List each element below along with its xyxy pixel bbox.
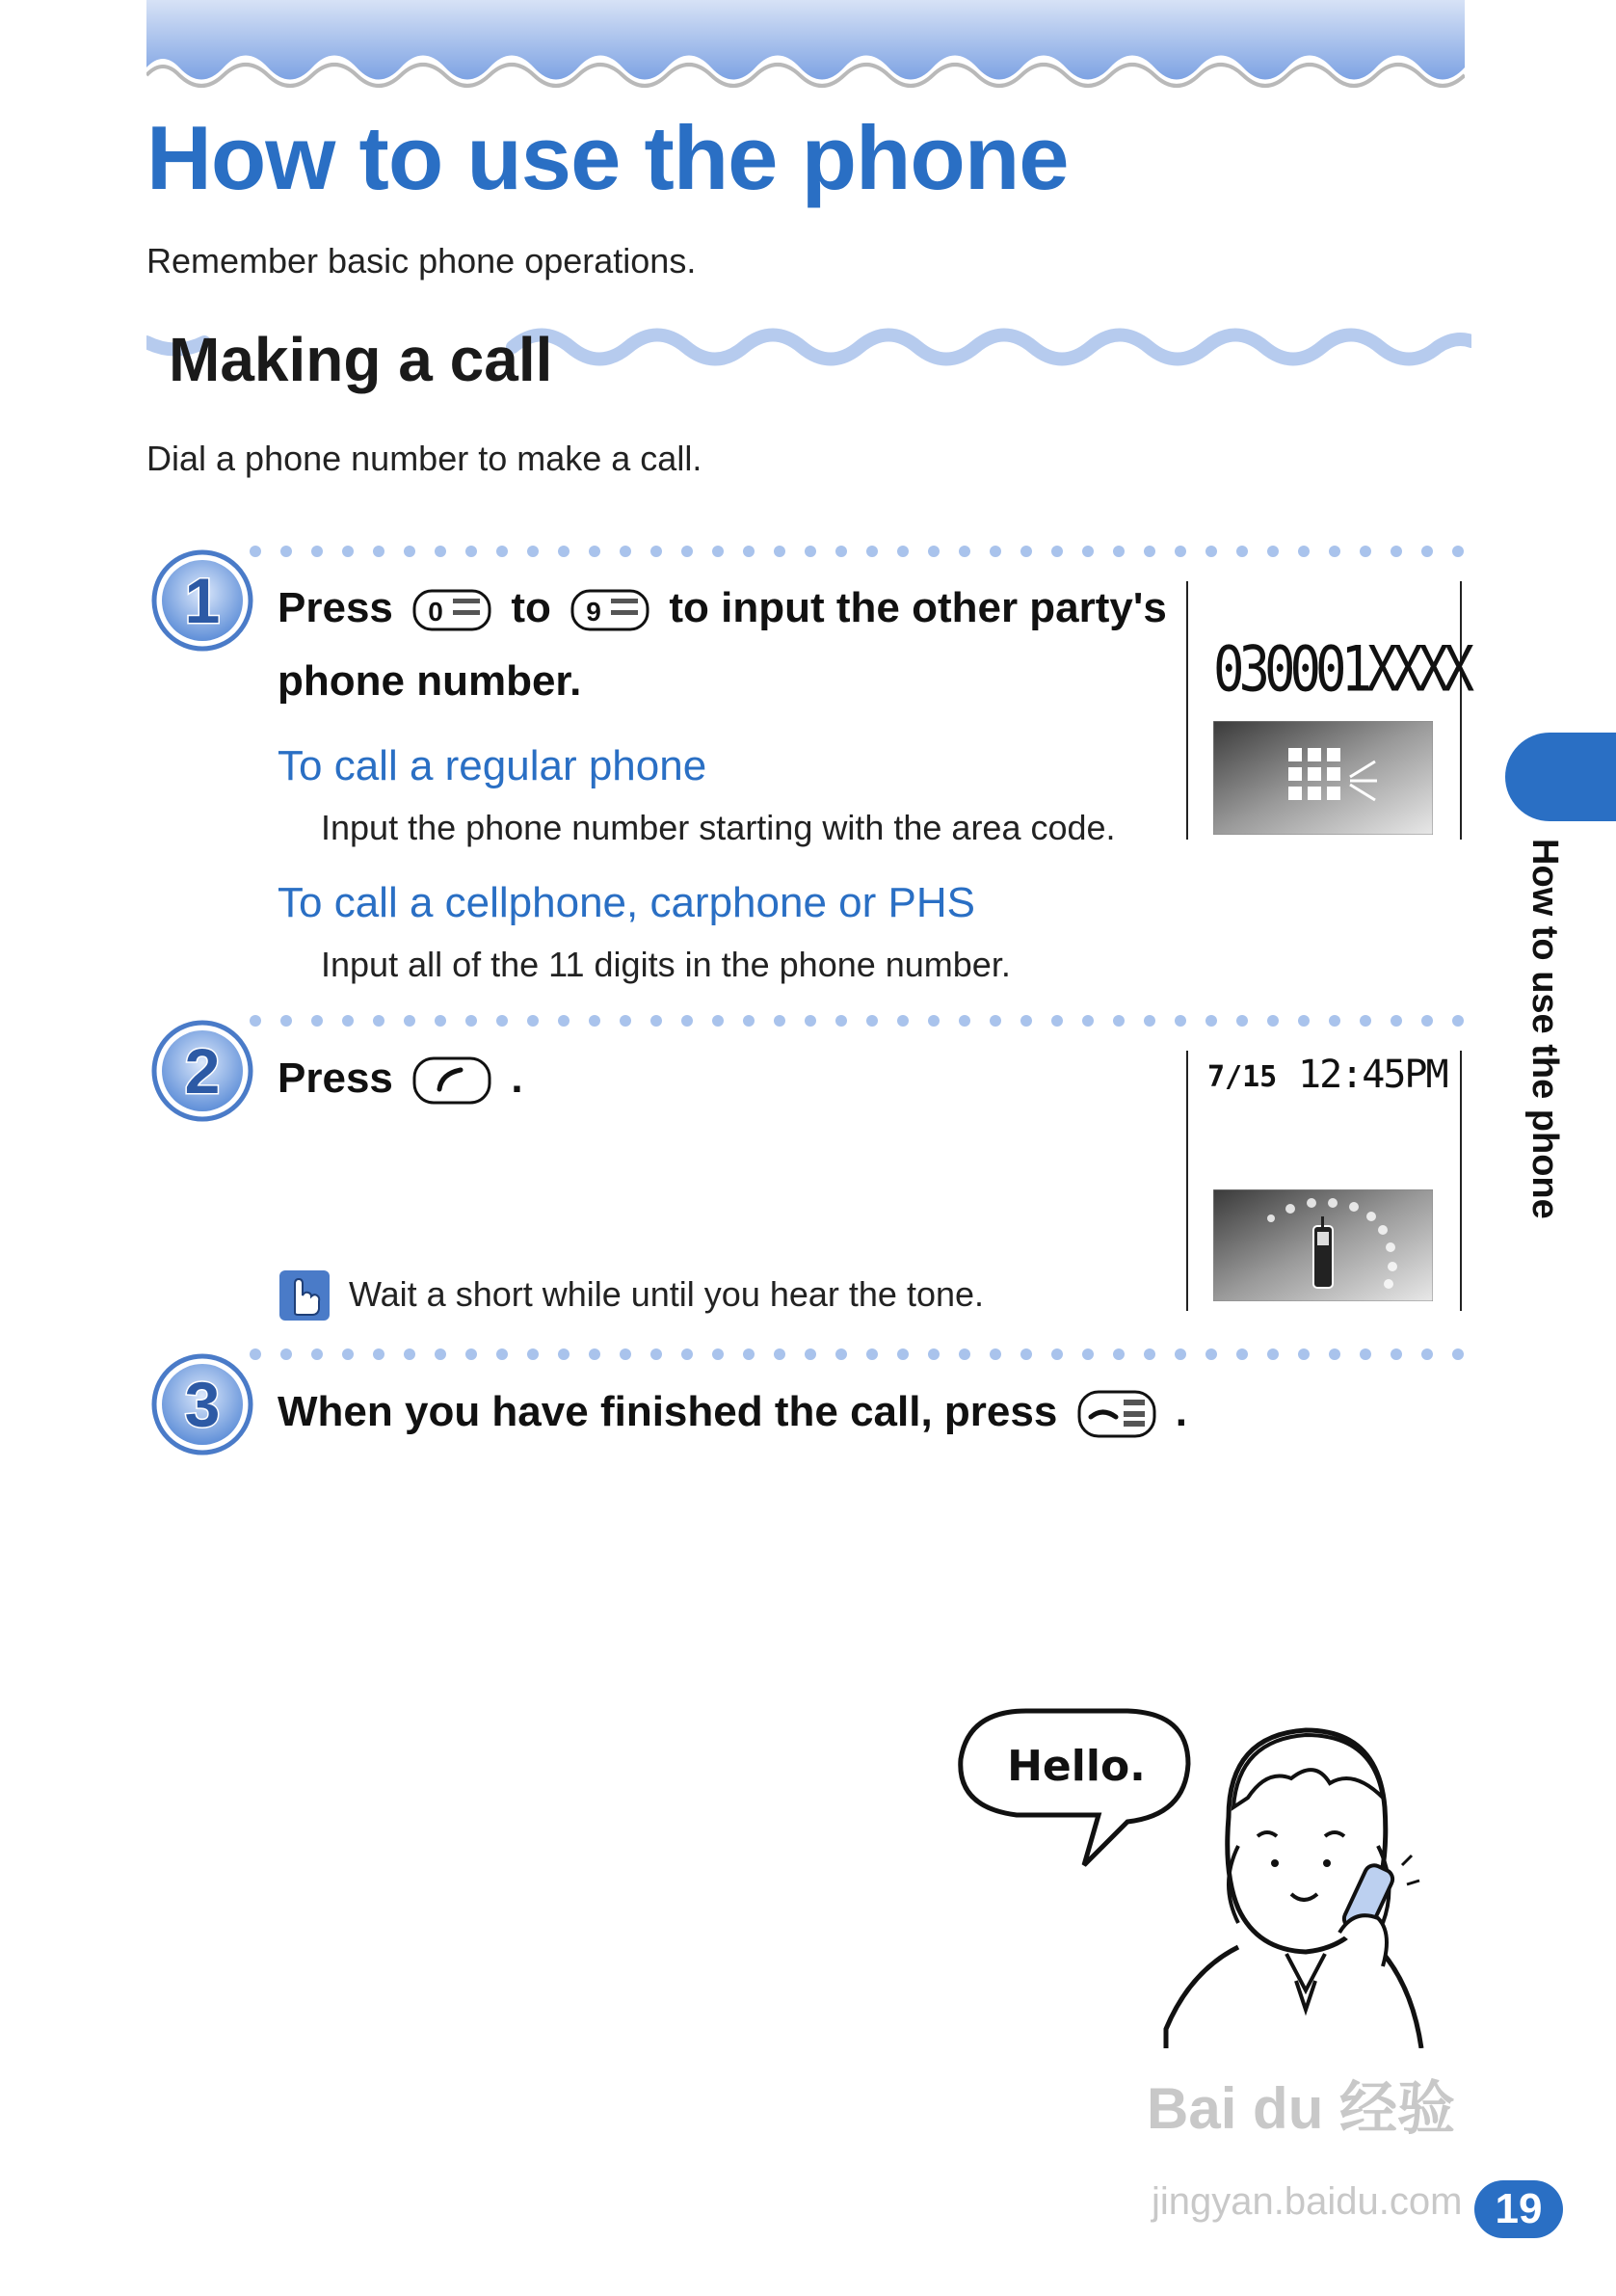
sub-desc-cellphone: Input all of the 11 digits in the phone number. <box>321 945 1011 984</box>
separator-dot <box>1298 546 1310 557</box>
separator-dot <box>805 1015 816 1027</box>
separator-dot <box>1267 1015 1279 1027</box>
separator-dot <box>805 546 816 557</box>
separator-dot <box>589 1015 600 1027</box>
separator-dot <box>1175 1348 1186 1360</box>
separator-dot <box>1421 1348 1433 1360</box>
separator-dot <box>1020 1015 1032 1027</box>
dotted-separator <box>249 545 1465 558</box>
separator-dot <box>1144 1348 1155 1360</box>
separator-dot <box>835 1015 847 1027</box>
separator-dot <box>1298 1348 1310 1360</box>
separator-dot <box>1082 1015 1094 1027</box>
separator-dot <box>866 546 878 557</box>
dotted-separator <box>249 1348 1465 1361</box>
step-3-period: . <box>1175 1388 1188 1435</box>
separator-dot <box>1360 1348 1371 1360</box>
separator-dot <box>1452 546 1464 557</box>
page-number: 19 <box>1474 2180 1563 2238</box>
separator-dot <box>959 546 970 557</box>
separator-dot <box>681 1348 693 1360</box>
key-0-icon <box>412 589 491 631</box>
screen-time: 12:45PM <box>1298 1053 1447 1097</box>
step-1-instruction <box>278 574 1167 642</box>
keypad-icon <box>1213 721 1433 835</box>
separator-dot <box>620 1348 631 1360</box>
separator-dot <box>1452 1348 1464 1360</box>
page-subtitle: Remember basic phone operations. <box>146 241 697 280</box>
sub-desc-regular: Input the phone number starting with the area code. <box>321 808 1116 847</box>
separator-dot <box>959 1015 970 1027</box>
separator-dot <box>897 1348 909 1360</box>
separator-dot <box>650 1348 662 1360</box>
separator-dot <box>1267 546 1279 557</box>
separator-dot <box>1144 546 1155 557</box>
separator-dot <box>681 1015 693 1027</box>
separator-dot <box>435 1015 446 1027</box>
separator-dot <box>1421 546 1433 557</box>
screen-digits: 030001XXXX <box>1213 632 1470 707</box>
separator-dot <box>1329 1015 1340 1027</box>
separator-dot <box>1236 1015 1248 1027</box>
separator-dot <box>681 546 693 557</box>
separator-dot <box>835 1348 847 1360</box>
separator-dot <box>280 1015 292 1027</box>
separator-dot <box>1391 1015 1402 1027</box>
separator-dot <box>743 1015 755 1027</box>
watermark-brand: Bai du 经验 <box>1147 2076 1456 2141</box>
svg-text:3: 3 <box>184 1369 221 1440</box>
separator-dot <box>1175 1015 1186 1027</box>
call-key-icon <box>412 1056 491 1105</box>
separator-dot <box>743 1348 755 1360</box>
separator-dot <box>928 1015 940 1027</box>
separator-dot <box>990 1348 1001 1360</box>
separator-dot <box>527 546 539 557</box>
speech-text: Hello. <box>1007 1742 1146 1791</box>
separator-dot <box>465 1015 477 1027</box>
page-title: How to use the phone <box>146 107 1069 208</box>
separator-dot <box>1205 1348 1217 1360</box>
hand-pointer-icon <box>279 1270 330 1321</box>
separator-dot <box>990 546 1001 557</box>
separator-dot <box>496 1348 508 1360</box>
separator-dot <box>558 1015 570 1027</box>
separator-dot <box>928 1348 940 1360</box>
separator-dot <box>805 1348 816 1360</box>
side-tab-label: How to use the phone <box>1524 839 1565 1219</box>
header-banner <box>146 0 1465 94</box>
separator-dot <box>1329 1348 1340 1360</box>
separator-dot <box>1020 1348 1032 1360</box>
separator-dot <box>712 1348 724 1360</box>
separator-dot <box>712 546 724 557</box>
separator-dot <box>1020 546 1032 557</box>
separator-dot <box>527 1015 539 1027</box>
separator-dot <box>496 1015 508 1027</box>
separator-dot <box>1329 546 1340 557</box>
separator-dot <box>465 1348 477 1360</box>
separator-dot <box>589 1348 600 1360</box>
separator-dot <box>527 1348 539 1360</box>
separator-dot <box>280 1348 292 1360</box>
end-key-icon <box>1077 1390 1156 1438</box>
svg-text:2: 2 <box>184 1035 221 1107</box>
separator-dot <box>1113 1015 1125 1027</box>
sub-heading-regular: To call a regular phone <box>278 742 707 789</box>
separator-dot <box>620 1015 631 1027</box>
separator-dot <box>342 546 354 557</box>
separator-dot <box>558 1348 570 1360</box>
svg-text:0: 0 <box>428 597 443 627</box>
separator-dot <box>1175 546 1186 557</box>
separator-dot <box>1360 1015 1371 1027</box>
separator-dot <box>712 1015 724 1027</box>
phone-screen-calling <box>1186 1051 1462 1311</box>
separator-dot <box>1051 1015 1063 1027</box>
step-3-instruction <box>278 1378 1187 1446</box>
separator-dot <box>928 546 940 557</box>
key-9-icon <box>570 589 649 631</box>
separator-dot <box>404 1015 415 1027</box>
separator-dot <box>373 1015 384 1027</box>
section-intro: Dial a phone number to make a call. <box>146 439 702 478</box>
separator-dot <box>404 546 415 557</box>
separator-dot <box>1391 546 1402 557</box>
step-1-press-label: Press <box>278 584 393 631</box>
phone-screen-dialing <box>1186 581 1470 840</box>
separator-dot <box>435 1348 446 1360</box>
cellphone-icon <box>1213 1189 1433 1301</box>
step-1-line2: phone number. <box>278 657 582 705</box>
step-number-icon <box>151 1020 253 1122</box>
separator-dot <box>897 1015 909 1027</box>
step-number-icon <box>151 549 253 652</box>
separator-dot <box>1051 546 1063 557</box>
separator-dot <box>1360 546 1371 557</box>
step-1-to-label: to <box>511 584 551 631</box>
separator-dot <box>496 546 508 557</box>
svg-text:9: 9 <box>586 597 601 627</box>
separator-dot <box>1051 1348 1063 1360</box>
separator-dot <box>650 546 662 557</box>
step-number-icon <box>151 1353 253 1455</box>
separator-dot <box>866 1015 878 1027</box>
separator-dot <box>1391 1348 1402 1360</box>
separator-dot <box>373 546 384 557</box>
separator-dot <box>1236 546 1248 557</box>
separator-dot <box>373 1348 384 1360</box>
screen-date: 7/15 <box>1207 1060 1278 1094</box>
separator-dot <box>959 1348 970 1360</box>
separator-dot <box>1082 546 1094 557</box>
separator-dot <box>1082 1348 1094 1360</box>
watermark-url: jingyan.baidu.com <box>1152 2180 1463 2223</box>
separator-dot <box>1421 1015 1433 1027</box>
separator-dot <box>866 1348 878 1360</box>
separator-dot <box>1236 1348 1248 1360</box>
side-tab-marker <box>1505 733 1616 821</box>
separator-dot <box>342 1348 354 1360</box>
separator-dot <box>589 546 600 557</box>
separator-dot <box>835 546 847 557</box>
separator-dot <box>1113 1348 1125 1360</box>
dotted-separator <box>249 1014 1465 1028</box>
separator-dot <box>311 1348 323 1360</box>
girl-on-phone-illustration <box>949 1701 1441 2048</box>
separator-dot <box>650 1015 662 1027</box>
sub-heading-cellphone: To call a cellphone, carphone or PHS <box>278 879 975 926</box>
separator-dot <box>1205 1015 1217 1027</box>
step-3-label: When you have finished the call, press <box>278 1388 1058 1435</box>
separator-dot <box>1144 1015 1155 1027</box>
separator-dot <box>1298 1015 1310 1027</box>
step-2-period: . <box>511 1055 523 1102</box>
step-2-instruction <box>278 1045 523 1112</box>
separator-dot <box>774 546 785 557</box>
separator-dot <box>342 1015 354 1027</box>
section-title: Making a call <box>169 325 553 394</box>
separator-dot <box>1452 1015 1464 1027</box>
separator-dot <box>280 546 292 557</box>
separator-dot <box>990 1015 1001 1027</box>
step-2-note: Wait a short while until you hear the tone. <box>349 1274 985 1314</box>
separator-dot <box>774 1015 785 1027</box>
svg-text:1: 1 <box>184 565 221 636</box>
separator-dot <box>404 1348 415 1360</box>
separator-dot <box>743 546 755 557</box>
separator-dot <box>1205 546 1217 557</box>
separator-dot <box>1113 546 1125 557</box>
separator-dot <box>558 546 570 557</box>
separator-dot <box>311 1015 323 1027</box>
step-2-press-label: Press <box>278 1055 393 1102</box>
separator-dot <box>774 1348 785 1360</box>
separator-dot <box>465 546 477 557</box>
separator-dot <box>435 546 446 557</box>
separator-dot <box>311 546 323 557</box>
separator-dot <box>620 546 631 557</box>
separator-dot <box>897 546 909 557</box>
separator-dot <box>1267 1348 1279 1360</box>
step-1-rest-label: to input the other party's <box>669 584 1167 631</box>
